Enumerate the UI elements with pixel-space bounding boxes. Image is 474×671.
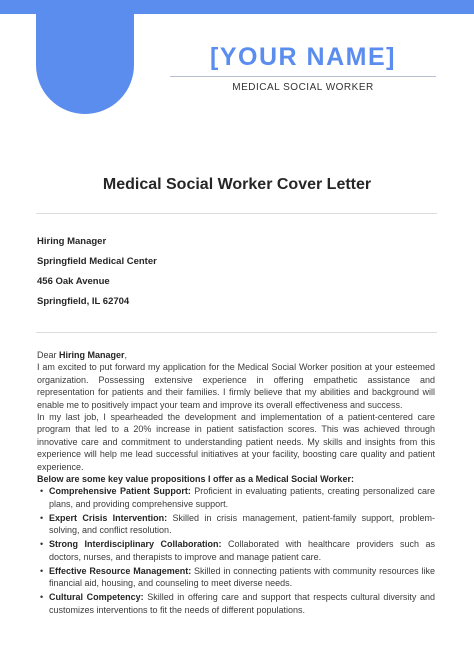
list-item-text: Collaborated with healthcare providers such as doctors, nurses, and therapists to improve and manage patient care. xyxy=(49,539,435,562)
list-item-label: Expert Crisis Intervention: xyxy=(49,512,168,523)
applicant-name: [YOUR NAME] xyxy=(210,43,396,71)
title-divider xyxy=(36,213,437,214)
salutation-suffix: , xyxy=(124,350,128,360)
list-item-text: Skilled in connecting patients with community resources like financial aid, housing, and counseling to meet diverse needs. xyxy=(49,565,435,589)
document-title: Medical Social Worker Cover Letter xyxy=(102,176,372,193)
list-item xyxy=(49,565,435,590)
salutation-name: Hiring Manager xyxy=(59,350,125,360)
recipient-block xyxy=(37,236,157,316)
salutation xyxy=(37,349,435,361)
list-item-text: Proficient in evaluating patients, creating personalized care plans, and providing comprehensive support. xyxy=(49,486,435,509)
list-item-label: Comprehensive Patient Support: xyxy=(49,486,191,497)
applicant-role: MEDICAL SOCIAL WORKER xyxy=(232,82,374,93)
list-item xyxy=(49,591,435,616)
letter-body xyxy=(37,349,435,618)
list-item xyxy=(49,538,435,563)
list-item xyxy=(49,512,435,537)
list-item-text: Skilled in crisis management, patient-family support, problem-solving, and conflict resolution. xyxy=(49,512,435,536)
paragraph-experience: In my last job, I spearheaded the development and implementation of a patient-centered care program that led to a 20% increase in patient satisfaction scores. This was achieved through innovative care and commitment to understanding patient needs. My skills and insights from this experience will help me lead successful initiatives at your facility, boosting care quality and patient experience. xyxy=(37,412,435,472)
list-item-text: Skilled in offering care and support that respects cultural diversity and customizes interventions to fit the needs of different populations. xyxy=(49,592,436,615)
salutation-prefix: Dear xyxy=(37,350,60,360)
header-tab-decoration xyxy=(36,0,134,114)
recipient-name: Hiring Manager xyxy=(37,236,107,247)
recipient-organization: Springfield Medical Center xyxy=(37,256,157,267)
recipient-divider xyxy=(36,332,437,333)
propositions-intro xyxy=(37,473,435,485)
paragraph-intro: I am excited to put forward my application for the Medical Social Worker position at your esteemed organization. Possessing extensive experience in offering empathetic assistance and representation for patients and their families. I firmly believe that my abilities and background will enable me to positively impact your team and improve its overall effectiveness and success. xyxy=(37,362,435,410)
recipient-city: Springfield, IL 62704 xyxy=(37,296,130,307)
recipient-street: 456 Oak Avenue xyxy=(37,276,110,287)
propositions-list xyxy=(37,485,435,615)
list-item-label: Strong Interdisciplinary Collaboration: xyxy=(49,539,222,550)
header-divider xyxy=(170,76,436,77)
propositions-intro-text: Below are some key value propositions I offer as a Medical Social Worker: xyxy=(37,474,354,485)
list-item-label: Cultural Competency: xyxy=(49,592,144,603)
list-item xyxy=(49,485,435,510)
list-item-label: Effective Resource Management: xyxy=(49,565,192,576)
